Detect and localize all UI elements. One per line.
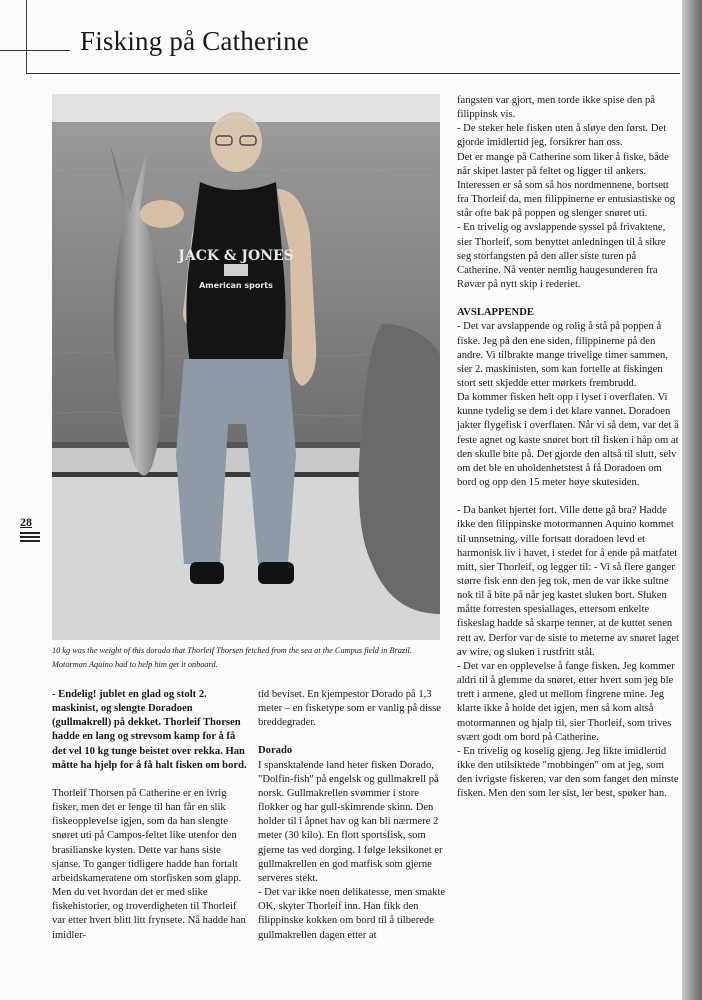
fisherman-photo — [52, 94, 440, 640]
section-heading-dorado: Dorado — [258, 745, 293, 757]
hand — [140, 200, 184, 228]
body-paragraph: - Da banket hjertet fort. Ville dette gå bra? Hadde ikke den filippinske motormannen Aquino kommet til unnsetning, ville fortsatt doradoen levd et harmonisk liv i havet, i stedet for å ende på matfatet mitt, sier Thorleif, og legger til: - Vi så flere ganger større fisk enn den jeg tok, men de var ikke sultne nok til å bite på når jeg kastet sluken bort. Sluken måtte forresten spesiallages, ettersom enkelte fiskeslag hadde så skarpe tenner, at de kuttet senen rett av. Derfor var de siste to meterne av snøret laget av wire, og sluken i rustfritt stål. — [457, 505, 679, 658]
page-title: Fisking på Catherine — [80, 26, 309, 56]
body-paragraph: - En trivelig og avslappende syssel på frivaktene, sier Thorleif, som benyttet anledningen til å sikre seg storfangsten på den aller siste turen på Catherine. Nå venter nemlig haugesunderen fra Røvær på nytt skip i rederiet. — [457, 222, 666, 291]
head — [210, 112, 262, 172]
body-paragraph: - Det var avslappende og rolig å stå på poppen å fiske. Jeg på den ene siden, filippinerne på den andre. Vi tilbrakte mange trivelige timer sammen, sier 2. maskinisten, som kan fortelle at fiskingen stort sett skjedde etter mørkets frembrudd. — [457, 321, 668, 389]
title-rule — [26, 73, 680, 74]
body-paragraph: - De steker hele fisken uten å sløye den først. Det gjorde imidlertid jeg, forsikrer han oss. — [457, 123, 667, 149]
flag-emblem — [224, 264, 248, 276]
body-paragraph: Da kommer fisken helt opp i lyset i overflaten. Vi kunne tydelig se dem i det klare vannet. Doradoen jakter flygefisk i overflaten. Når vi så dem, var det å feste agnet og kaste snøret bort til fisken i håp om at den skulle bite på. Det gjorde den altså til slutt, selv om det ble en uholdenhetstest å få Doradoen om bord og opp den 15 meter høye skutesiden. — [457, 392, 679, 489]
body-paragraph: - En trivelig og koselig gjeng. Jeg likte imidlertid ikke den utilsiktede "mobbingen" om at jeg, som den ivrigste fiskeren, var den som fanget den minste fisken. Men den som ler sist, ler best, spøker han. — [457, 745, 679, 800]
page-number-bars — [20, 530, 40, 542]
body-paragraph: I spansktalende land heter fisken Dorado, "Dolfin-fish" på engelsk og gullmakrell på norsk. Gullmakrellen svømmer i store flokker og har gull-skimrende skinn. Den holder til i åpnet hav og kan bli nærmere 2 meter (30 kilo). En flott sportsfisk, som gjerne tas ved dorging. I følge leksikonet er gullmakrellen en god matfisk som gjerne serveres stekt. — [258, 759, 443, 884]
header-rule — [0, 50, 70, 51]
page-number: 28 — [20, 515, 32, 529]
lead-paragraph: - Endelig! jublet en glad og stolt 2. maskinist, og slengte Doradoen (gullmakrell) på dekket. Thorleif Thorsen hadde en lang og strevsom kamp for å få det vel 10 kg tunge beistet over rekka. Han måtte ha hjelp for å få halt fisken om bord. — [52, 689, 247, 771]
photo-caption: 10 kg was the weight of this dorado that Thorleif Thorsen fetched from the sea at the Campus field in Brazil. Motorman Aquino had to help him get it onboard. — [52, 646, 412, 669]
shirt-slogan: American sports — [199, 281, 273, 290]
article-column-1 — [52, 688, 248, 943]
body-paragraph: tid beviset. En kjempestor Dorado på 1,3 meter – en fisketype som er vanlig på disse breddegrader. — [258, 689, 441, 729]
body-paragraph: - Det var ikke noen delikatesse, men smakte OK, skyter Thorleif inn. Han fikk den filippinske kokken om bord til å tilberede gullmakrellen dagen etter at — [258, 887, 446, 941]
article-column-3 — [457, 94, 679, 802]
body-paragraph: fangsten var gjort, men torde ikke spise den på filippinsk vis. — [457, 95, 655, 121]
shirt-logo: JACK & JONES — [178, 248, 294, 264]
page-spine-shadow — [682, 0, 702, 1000]
margin-rule — [26, 0, 27, 74]
body-paragraph: - Det var en opplevelse å fange fisken. Jeg kommer aldri til å glemme da snøret, etter hvert som jeg ble trett i armene, gled ut mellom fingrene mine. Jeg klarte ikke å holde det igjen, men så kom altså motormannen og hjalp til, sier Thorleif, som trives svært godt om bord på Catherine. — [457, 660, 675, 743]
left-shoe — [190, 562, 224, 584]
section-heading-avslappende: AVSLAPPENDE — [457, 307, 534, 319]
article-column-2 — [258, 688, 448, 943]
photo-illustration — [52, 94, 440, 640]
body-paragraph: Thorleif Thorsen på Catherine er en ivrig fisker, men det er lenge til han får en slik fiskeopplevelse igjen, som da han slengte snøret uti på Campos-feltet like utenfor den brasilianske kysten. Dette var hans siste sjanse. To ganger tidligere hadde han fortalt arbeidskameratene om storfisken som glapp. Men du vet hvordan det er med slike fiskehistorier, og troverdigheten til Thorleif var etter hvert blitt litt frynsete. Nå hadde han imidler- — [52, 787, 246, 941]
right-shoe — [258, 562, 294, 584]
body-paragraph: Det er mange på Catherine som liker å fiske, både når skipet laster på feltet og ligger til ankers. Interessen er så som så hos nordmennene, bortsett fra Thorleif da, men filippinerne er entusiastiske og står ofte bak på poppen og slenger snøret uti. — [457, 151, 676, 220]
